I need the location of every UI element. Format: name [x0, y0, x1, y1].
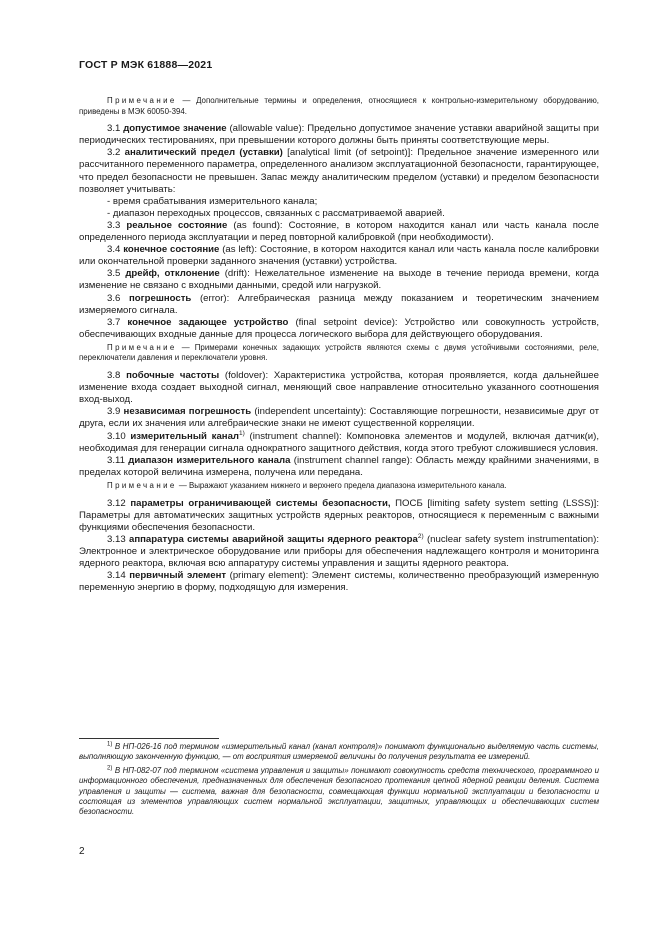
document-body — [79, 94, 599, 594]
footnote-ref: 2) — [417, 532, 424, 540]
term-title: дрейф, отклонение — [125, 268, 220, 280]
term-definition: (foldover): Характеристика устройства, которая проявляется, когда дальнейшее изменение входа создает выходной сигнал, меняющий свое направление относительно указанного соотношения вход-выход. — [79, 370, 599, 406]
term-definition: (instrument channel): Компоновка элементов и модулей, включая датчик(и), необходимая для генерации сигнала однократного защитного действия, когда этого требуют сложившиеся условия. — [79, 430, 599, 454]
term-3-13 — [79, 534, 599, 570]
term-title: аналитический предел (уставки) — [124, 147, 283, 159]
term-number: 3.4 — [107, 244, 124, 256]
term-number: 3.8 — [107, 370, 127, 382]
term-3-5 — [79, 268, 599, 292]
note-label: Примечание — [107, 480, 177, 490]
term-number: 3.14 — [107, 570, 130, 582]
term-definition: (drift): Нежелательное изменение на выходе в течение периода времени, когда изменение не связано с входными данными, средой или нагрузкой. — [79, 268, 599, 292]
note-text: — Выражают указанием нижнего и верхнего предела диапазона измерительного канала. — [176, 480, 507, 490]
term-3-14 — [79, 570, 599, 594]
term-title: диапазон измерительного канала — [128, 454, 291, 466]
term-title: конечное задающее устройство — [127, 316, 289, 328]
term-3-9 — [79, 406, 599, 430]
term-3-12 — [79, 498, 599, 534]
footnote-1 — [79, 742, 599, 763]
list-item: - время срабатывания измерительного канала; — [107, 195, 318, 207]
list-item: - диапазон переходных процессов, связанных с рассматриваемой аварией. — [107, 207, 445, 219]
term-title: погрешность — [129, 292, 192, 304]
term-3-2 — [79, 147, 599, 195]
term-number: 3.13 — [107, 533, 129, 545]
footnote-text: В НП-082-07 под термином «система управления и защиты» понимают совокупность средств технического, программного и информационного обеспечения, предназначенных для обеспечения безопасного протекания цепной ядерной реакции деления. Система управления и защиты — система, важная для безопасности, совмещающая функции нормальной эксплуатации и безопасности и состоящая из элементов управляющих систем нормальной эксплуатации, защитных, управляющих и обеспечивающих систем безопасности. — [79, 765, 599, 817]
term-definition: (independent uncertainty): Составляющие погрешности, независимые друг от друга, если их значения или алгебраические знаки не имеют существенной корреляции. — [79, 406, 599, 430]
footnote-2 — [79, 766, 599, 818]
term-definition: ПОСБ [limiting safety system setting (LSSS)]: Параметры для автоматических защитных устройств ядерных реакторов, относящиеся к переменным с важными функциями обеспечения безопасности. — [79, 497, 600, 533]
term-3-4 — [79, 244, 599, 268]
term-definition: (instrument channel range): Область между крайними значениями, в пределах которой величина измерена, получена или передана. — [79, 454, 599, 478]
term-number: 3.5 — [107, 268, 126, 280]
note-2 — [79, 343, 599, 364]
footnote-ref: 1) — [239, 429, 245, 437]
term-definition: (primary element): Элемент системы, количественно преобразующий измеренную переменную энергию в форму, подходящую для измерения. — [79, 570, 599, 594]
term-3-7 — [79, 317, 599, 341]
term-definition: (as found): Состояние, в котором находится канал или часть канала после определенного периода эксплуатации и перед повторной калибровкой (при необходимости). — [79, 219, 599, 244]
document-header: ГОСТ Р МЭК 61888—2021 — [79, 59, 213, 71]
term-definition: (as left): Состояние, в котором находится канал или часть канала после калибровки или окончательной проверки заданного значения (уставки) устройства. — [79, 244, 599, 268]
term-definition: (allowable value): Предельно допустимое значение уставки аварийной защиты при периодических тестированиях, при превышении которого должны быть приняты соответствующие меры. — [79, 123, 599, 147]
note-label: Примечание — [107, 342, 177, 352]
term-number: 3.1 — [107, 123, 124, 135]
term-title: допустимое значение — [123, 123, 227, 135]
term-3-10 — [79, 431, 599, 455]
note-text: — Примерами конечных задающих устройств являются схемы с двумя устойчивыми состояниями, реле, переключатели давления и переключатели уровня. — [79, 342, 599, 363]
term-number: 3.11 — [107, 454, 129, 466]
term-number: 3.7 — [107, 316, 128, 328]
term-title: аппаратура системы аварийной защиты ядерного реактора — [129, 533, 418, 545]
term-title: первичный элемент — [129, 570, 227, 582]
note-3 — [79, 481, 599, 492]
term-number: 3.12 — [107, 497, 131, 509]
term-number: 3.2 — [107, 147, 125, 159]
note-1 — [79, 96, 599, 117]
term-title: реальное состояние — [126, 219, 228, 231]
footnote-divider — [79, 738, 219, 739]
term-number: 3.3 — [107, 219, 127, 231]
term-3-11 — [79, 455, 599, 479]
term-3-3 — [79, 220, 599, 244]
page-number: 2 — [79, 846, 85, 857]
footnote-text: В НП-026-16 под термином «измерительный канал (канал контроля)» понимают функционально выделяемую часть системы, выполняющую законченную функцию, — от восприятия измеряемой величины до получения результата ее измерений. — [79, 742, 599, 762]
note-label: Примечание — [107, 96, 177, 105]
term-definition: [analytical limit (of setpoint)]: Предельное значение измеренного или рассчитанного переменного параметра, определенного анализом эксплуатационной безопасности, гарантирующее, что предел безопасности не превышен. Запас между аналитическим пределом (уставки) и пределом безопасности позволяет учитывать: — [79, 147, 599, 195]
footnote-mark: 2) — [107, 765, 113, 772]
term-definition: (error): Алгебраическая разница между показанием и теоретическим значением измеряемого сигнала. — [79, 292, 599, 316]
term-number: 3.9 — [107, 406, 124, 418]
term-title: побочные частоты — [126, 370, 220, 382]
term-number: 3.10 — [107, 430, 131, 442]
term-3-6 — [79, 293, 599, 317]
term-number: 3.6 — [107, 292, 129, 304]
term-title: измерительный канал — [130, 430, 240, 442]
note-text: — Дополнительные термины и определения, относящиеся к контрольно-измерительному оборудованию, приведены в МЭК 60050-394. — [79, 96, 599, 116]
term-definition: (nuclear safety system instrumentation): Электронное и электрическое оборудование или приборы для обеспечения надлежащего контроля и мониторинга ядерного реактора, включая всю аппаратуру системы управления и защиты ядерного реактора. — [79, 533, 599, 569]
term-title: конечное состояние — [123, 244, 220, 256]
term-3-8 — [79, 370, 599, 406]
term-3-1 — [79, 123, 599, 147]
term-definition: (final setpoint device): Устройство или совокупность устройств, обеспечивающих входные данные для процесса логического выбора для действующего оборудования. — [79, 316, 599, 340]
term-title: параметры ограничивающей системы безопасности, — [130, 497, 391, 509]
footnote-mark: 1) — [107, 741, 113, 748]
footnotes — [79, 742, 599, 821]
term-title: независимая погрешность — [123, 406, 252, 418]
